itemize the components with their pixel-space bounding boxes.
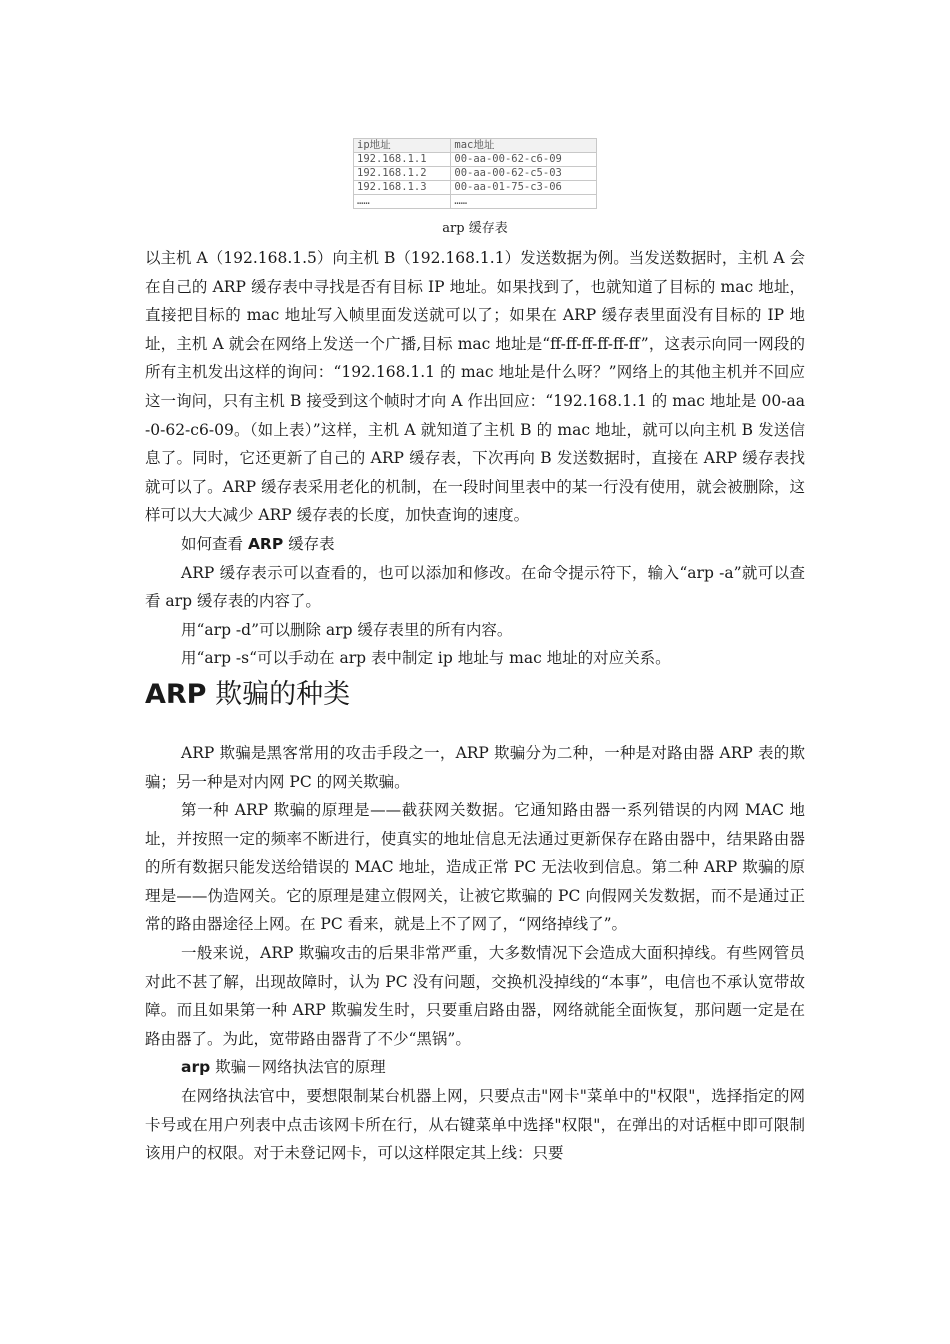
header-mac: mac地址 (451, 139, 597, 153)
section-heading (145, 675, 805, 715)
paragraph-arp-d: 用“arp -d”可以删除 arp 缓存表里的所有内容。 (181, 620, 513, 639)
table-row (354, 181, 597, 195)
table-caption: arp 缓存表 (442, 221, 508, 236)
cell-mac: …… (451, 195, 597, 209)
cell-mac: 00-aa-00-62-c5-03 (451, 167, 597, 181)
subheading-bold: ARP (247, 534, 284, 553)
paragraph-arp-example: 以主机 A（192.168.1.5）向主机 B（192.168.1.1）发送数据为例。当发送数据时，主机 A 会在自己的 ARP 缓存表中寻找是否有目标 IP 地址。如果找到了，也就知道了目标的 mac 地址，直接把目标的 mac 地址写入帧里面发送就可以了；如果在 ARP 缓存表里面没有目标的 IP 地址，主机 A 就会在网络上发送一个广播,目标 mac 地址是“ff-ff-ff-ff-ff-ff”，这表示向同一网段的所有主机发出这样的询问：“192.168.1.1 的 mac 地址是什么呀？”网络上的其他主机并不回应这一询问，只有主机 B 接受到这个帧时才向 A 作出回应：“192.168.1.1 的 mac 地址是 00-aa-0-62-c6-09。（如上表）”这样，主机 A 就知道了主机 B 的 mac 地址，就可以向主机 B 发送信息了。同时，它还更新了自己的 ARP 缓存表，下次再向 B 发送数据时，直接在 ARP 缓存表找就可以了。ARP 缓存表采用老化的机制，在一段时间里表中的某一行没有使用，就会被删除，这样可以大大减少 ARP 缓存表的长度，加快查询的速度。 (145, 249, 805, 525)
paragraph-arp-a: ARP 缓存表示可以查看的，也可以添加和修改。在命令提示符下，输入“arp -a”就可以查看 arp 缓存表的内容了。 (145, 563, 805, 611)
subheading-rest: 欺骗－网络执法官的原理 (210, 1058, 386, 1077)
cell-ip: 192.168.1.2 (354, 167, 451, 181)
subheading-view-arp-cache (145, 530, 805, 559)
subheading-suffix: 缓存表 (283, 534, 335, 553)
heading-bold: ARP (145, 678, 207, 710)
document-page (145, 138, 805, 1168)
subheading-bold: arp (181, 1058, 211, 1077)
paragraph-spoof-consequences: 一般来说，ARP 欺骗攻击的后果非常严重，大多数情况下会造成大面积掉线。有些网管员对此不甚了解，出现故障时，认为 PC 没有问题，交换机没掉线的“本事”，电信也不承认宽带故障。而且如果第一种 ARP 欺骗发生时，只要重启路由器，网络就能全面恢复，那问题一定是在路由器了。为此，宽带路由器背了不少“黑锅”。 (145, 944, 805, 1048)
cell-ip: 192.168.1.1 (354, 153, 451, 167)
table-row (354, 153, 597, 167)
arp-cache-table (353, 138, 597, 209)
heading-rest: 欺骗的种类 (206, 678, 351, 710)
paragraph-arp-s: 用“arp -s“可以手动在 arp 表中制定 ip 地址与 mac 地址的对应关系。 (181, 649, 671, 668)
table-row (354, 167, 597, 181)
subheading-netlaw (145, 1053, 805, 1082)
table-row (354, 195, 597, 209)
cell-mac: 00-aa-01-75-c3-06 (451, 181, 597, 195)
paragraph-spoof-intro: ARP 欺骗是黑客常用的攻击手段之一，ARP 欺骗分为二种，一种是对路由器 ARP 表的欺骗；另一种是对内网 PC 的网关欺骗。 (145, 743, 805, 791)
paragraph-spoof-types: 第一种 ARP 欺骗的原理是——截获网关数据。它通知路由器一系列错误的内网 MAC 地址，并按照一定的频率不断进行，使真实的地址信息无法通过更新保存在路由器中，结果路由器的所有数据只能发送给错误的 MAC 地址，造成正常 PC 无法收到信息。第二种 ARP 欺骗的原理是——伪造网关。它的原理是建立假网关，让被它欺骗的 PC 向假网关发数据，而不是通过正常的路由器途径上网。在 PC 看来，就是上不了网了，“网络掉线了”。 (145, 801, 805, 934)
header-ip: ip地址 (354, 139, 451, 153)
cell-ip: 192.168.1.3 (354, 181, 451, 195)
table-header-row (354, 139, 597, 153)
paragraph-netlaw: 在网络执法官中，要想限制某台机器上网，只要点击"网卡"菜单中的"权限"，选择指定的网卡号或在用户列表中点击该网卡所在行，从右键菜单中选择"权限"，在弹出的对话框中即可限制该用户的权限。对于未登记网卡，可以这样限定其上线：只要 (145, 1087, 805, 1163)
cell-mac: 00-aa-00-62-c6-09 (451, 153, 597, 167)
subheading-prefix: 如何查看 (181, 534, 248, 553)
arp-table-figure (353, 138, 597, 209)
cell-ip: …… (354, 195, 451, 209)
